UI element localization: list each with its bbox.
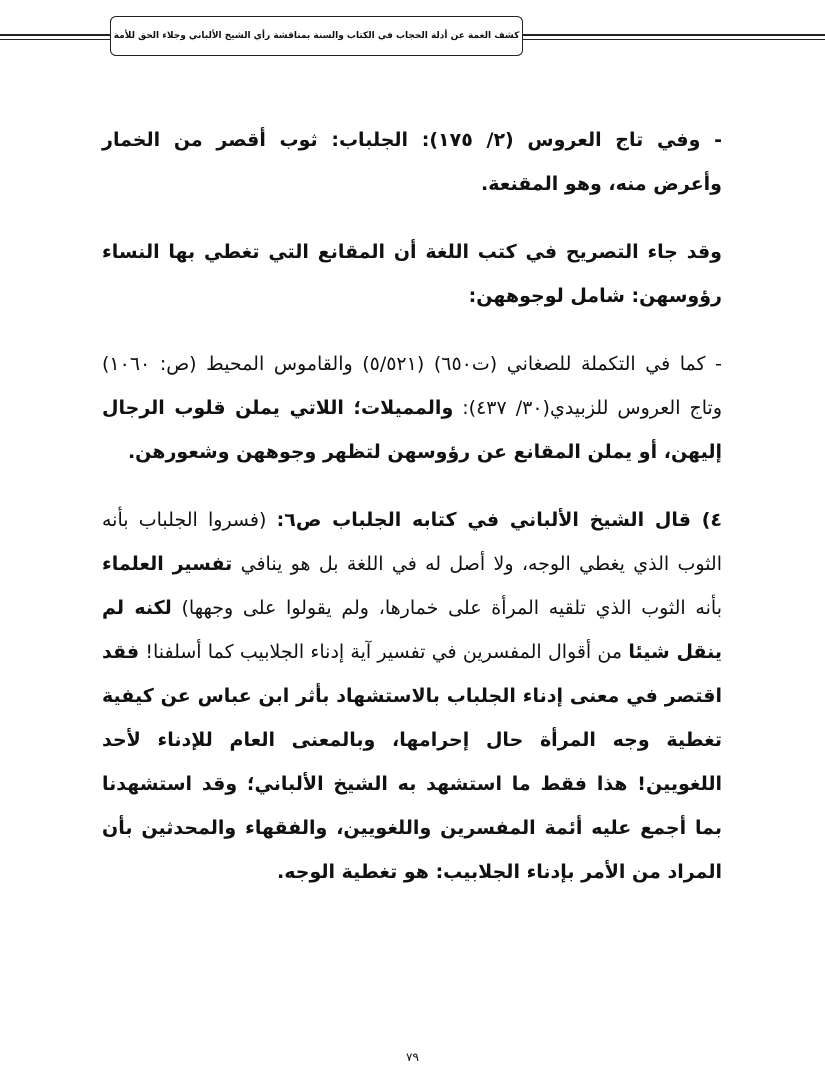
paragraph-text: بأنه الثوب الذي تلقيه المرأة على خمارها، ولم يقولوا على وجهها) [171, 597, 722, 619]
paragraph-tasrih: وقد جاء التصريح في كتب اللغة أن المقانع التي تغطي بها النساء رؤوسهن: شامل لوجوههن: [102, 241, 722, 307]
paragraph-text: (فسروا الجلباب بأنه الثوب الذي يغطي الوجه، ولا أصل له في اللغة بل هو ينافي [102, 509, 723, 575]
paragraph-text-bold: ٤) قال الشيخ الألباني في كتابه الجلباب ص٦: [276, 509, 722, 531]
header-rule [523, 34, 825, 36]
running-header [0, 16, 825, 62]
paragraph-text: من أقوال المفسرين في تفسير آية إدناء الجلابيب كما أسلفنا! [139, 641, 629, 663]
header-rule [0, 39, 112, 40]
paragraph-text-bold: فقد اقتصر في معنى إدناء الجلباب بالاستشهاد بأثر ابن عباس عن كيفية تغطية وجه المرأة حال إحرامها، وبالمعنى العام للإدناء لأحد اللغويين! هذا فقط ما استشهد به الشيخ الألباني؛ وقد استشهدنا بما أجمع عليه أئمة المفسرين واللغويين، والفقهاء والمحدثين بأن المراد من الأمر بإدناء الجلابيب: هو تغطية الوجه. [102, 641, 722, 883]
header-title: كشف الغمة عن أدلة الحجاب في الكتاب والسنة بمناقشة رأي الشيخ الألباني وجلاء الحق للأمة [110, 16, 523, 56]
paragraph-text-bold: والمميلات؛ اللاتي يملن قلوب الرجال إليهن، أو يملن المقانع عن رؤوسهن لتظهر وجوههن وشعورهن. [102, 397, 722, 463]
paragraph-takmila [102, 342, 722, 474]
paragraph-text-bold: تفسير العلماء [102, 553, 233, 575]
header-rule [523, 39, 825, 40]
paragraph-taj-al-arus: - وفي تاج العروس (٢/ ١٧٥): الجلباب: ثوب أقصر من الخمار وأعرض منه، وهو المقنعة. [102, 129, 722, 195]
paragraph-text: - كما في التكملة للصغاني (ت٦٥٠) (٥/٥٢١) والقاموس المحيط (ص: ١٠٦٠) وتاج العروس للزبيدي(٣٠/ ٤٣٧): [102, 353, 722, 419]
page-number: ٧٩ [406, 1050, 419, 1064]
header-rule [0, 34, 112, 36]
paragraph-text-bold: لكنه لم ينقل شيئا [102, 597, 722, 663]
page-body [102, 118, 722, 918]
paragraph-albani [102, 498, 722, 894]
